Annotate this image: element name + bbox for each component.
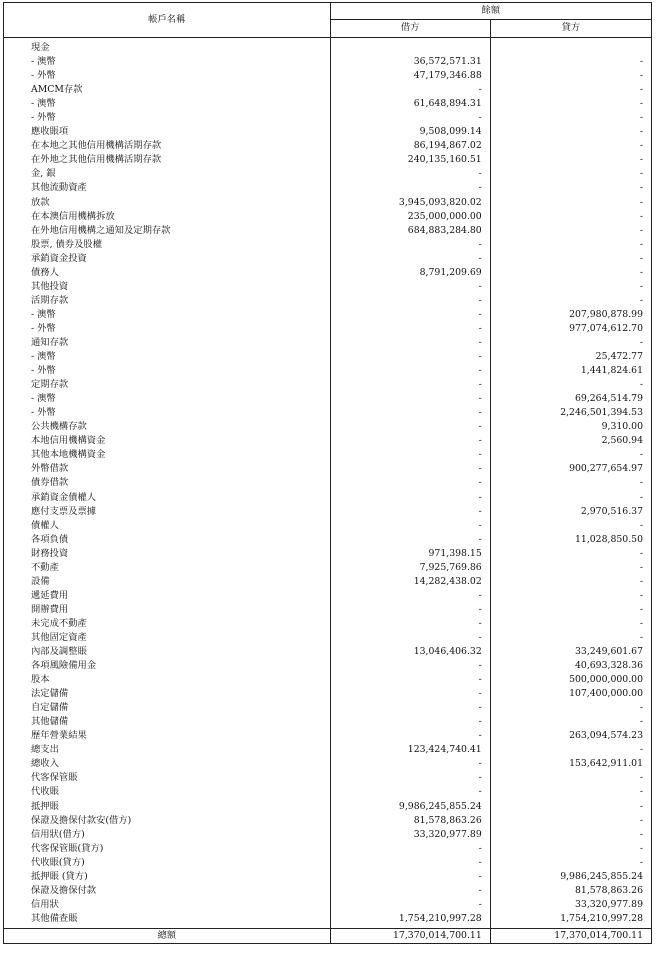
credit-value: - xyxy=(490,97,651,111)
account-name: 放款 xyxy=(4,196,331,210)
account-name: 財務投資 xyxy=(4,547,331,561)
debit-value: - xyxy=(330,83,490,97)
account-name: 信用狀(借方) xyxy=(4,828,331,842)
credit-value: - xyxy=(490,83,651,97)
ledger-row xyxy=(4,729,652,743)
debit-value: - xyxy=(330,659,490,673)
debit-value: 13,046,406.32 xyxy=(330,645,490,659)
ledger-row xyxy=(4,547,652,561)
ledger-row xyxy=(4,701,652,715)
debit-value: - xyxy=(330,884,490,898)
credit-value: - xyxy=(490,603,651,617)
ledger-row xyxy=(4,322,652,336)
credit-value: - xyxy=(490,589,651,603)
debit-value: - xyxy=(330,252,490,266)
ledger-row xyxy=(4,589,652,603)
credit-value: - xyxy=(490,266,651,280)
account-name: 其他備查賬 xyxy=(4,912,331,929)
credit-value: - xyxy=(490,715,651,729)
credit-value: 40,693,328.36 xyxy=(490,659,651,673)
ledger-row xyxy=(4,884,652,898)
debit-value: 1,754,210,997.28 xyxy=(330,912,490,929)
ledger-row xyxy=(4,406,652,420)
credit-value: - xyxy=(490,785,651,799)
account-name: 活期存款 xyxy=(4,294,331,308)
debit-value: 81,578,863.26 xyxy=(330,814,490,828)
account-name: 總支出 xyxy=(4,743,331,757)
credit-value: - xyxy=(490,631,651,645)
account-name: 其他流動資產 xyxy=(4,181,331,195)
account-name: 在本澳信用機構拆放 xyxy=(4,210,331,224)
debit-value: - xyxy=(330,434,490,448)
debit-value: - xyxy=(330,378,490,392)
ledger-row xyxy=(4,266,652,280)
ledger-row xyxy=(4,294,652,308)
account-name: 不動產 xyxy=(4,561,331,575)
ledger-row xyxy=(4,870,652,884)
ledger-row xyxy=(4,252,652,266)
debit-value: - xyxy=(330,167,490,181)
account-name: - 外幣 xyxy=(4,364,331,378)
debit-value: 9,508,099.14 xyxy=(330,125,490,139)
debit-value: 86,194,867.02 xyxy=(330,139,490,153)
account-name: 在本地之其他信用機構活期存款 xyxy=(4,139,331,153)
account-name: 外幣借款 xyxy=(4,462,331,476)
debit-value: - xyxy=(330,519,490,533)
ledger-row xyxy=(4,238,652,252)
ledger-row xyxy=(4,814,652,828)
credit-value: - xyxy=(490,196,651,210)
credit-value: 9,310.00 xyxy=(490,420,651,434)
ledger-row xyxy=(4,575,652,589)
account-name: 債權人 xyxy=(4,519,331,533)
credit-value: - xyxy=(490,111,651,125)
ledger-row xyxy=(4,743,652,757)
credit-value: 33,320,977.89 xyxy=(490,898,651,912)
ledger-row xyxy=(4,181,652,195)
account-name: 債券借款 xyxy=(4,476,331,490)
ledger-table xyxy=(3,2,652,944)
debit-value: - xyxy=(330,631,490,645)
credit-value: - xyxy=(490,814,651,828)
debit-value: - xyxy=(330,771,490,785)
debit-value: - xyxy=(330,505,490,519)
debit-value: - xyxy=(330,181,490,195)
ledger-row xyxy=(4,912,652,929)
account-name: - 澳幣 xyxy=(4,97,331,111)
debit-value: 14,282,438.02 xyxy=(330,575,490,589)
account-name: 保證及擔保付款安(借方) xyxy=(4,814,331,828)
credit-value: 11,028,850.50 xyxy=(490,533,651,547)
account-name: 代客保管賬 xyxy=(4,771,331,785)
credit-header: 貸方 xyxy=(490,19,651,37)
debit-value: - xyxy=(330,336,490,350)
ledger-row xyxy=(4,392,652,406)
account-name: 法定儲備 xyxy=(4,687,331,701)
credit-value: 977,074,612.70 xyxy=(490,322,651,336)
debit-value: - xyxy=(330,322,490,336)
debit-value: 123,424,740.41 xyxy=(330,743,490,757)
credit-value: 25,472.77 xyxy=(490,350,651,364)
debit-value: 36,572,571.31 xyxy=(330,55,490,69)
debit-value: 235,000,000.00 xyxy=(330,210,490,224)
account-name: 開辦費用 xyxy=(4,603,331,617)
credit-value: 2,970,516.37 xyxy=(490,505,651,519)
credit-value: - xyxy=(490,828,651,842)
credit-value: - xyxy=(490,167,651,181)
credit-value: - xyxy=(490,743,651,757)
credit-value: - xyxy=(490,139,651,153)
debit-value: - xyxy=(330,687,490,701)
credit-value: 33,249,601.67 xyxy=(490,645,651,659)
debit-value: - xyxy=(330,603,490,617)
credit-value: - xyxy=(490,561,651,575)
debit-value: - xyxy=(330,715,490,729)
account-name: 其他固定資產 xyxy=(4,631,331,645)
debit-value: 61,648,894.31 xyxy=(330,97,490,111)
account-name: 股本 xyxy=(4,673,331,687)
debit-value: 8,791,209.69 xyxy=(330,266,490,280)
credit-value: - xyxy=(490,448,651,462)
ledger-row xyxy=(4,645,652,659)
ledger-footer xyxy=(4,928,652,943)
debit-value: - xyxy=(330,350,490,364)
account-name: 應收賬項 xyxy=(4,125,331,139)
total-row xyxy=(4,928,652,943)
ledger-row xyxy=(4,224,652,238)
debit-value: 47,179,346.88 xyxy=(330,69,490,83)
account-name: 金, 銀 xyxy=(4,167,331,181)
account-name: 抵押賬 (貸方) xyxy=(4,870,331,884)
account-name-header: 帳戶名稱 xyxy=(4,3,331,38)
debit-value: - xyxy=(330,491,490,505)
credit-value: - xyxy=(490,210,651,224)
account-name: - 外幣 xyxy=(4,111,331,125)
ledger-row xyxy=(4,462,652,476)
debit-value: - xyxy=(330,701,490,715)
account-name: - 澳幣 xyxy=(4,308,331,322)
credit-value: 9,986,245,855.24 xyxy=(490,870,651,884)
debit-value: - xyxy=(330,856,490,870)
credit-value: 500,000,000.00 xyxy=(490,673,651,687)
credit-value: - xyxy=(490,800,651,814)
ledger-row xyxy=(4,842,652,856)
debit-value: - xyxy=(330,462,490,476)
account-name: 定期存款 xyxy=(4,378,331,392)
credit-value: - xyxy=(490,771,651,785)
credit-value: - xyxy=(490,181,651,195)
credit-value: - xyxy=(490,519,651,533)
ledger-row xyxy=(4,97,652,111)
account-name: - 外幣 xyxy=(4,322,331,336)
ledger-row xyxy=(4,448,652,462)
debit-value: - xyxy=(330,420,490,434)
debit-value: - xyxy=(330,617,490,631)
account-name: 自定儲備 xyxy=(4,701,331,715)
ledger-row xyxy=(4,757,652,771)
debit-value: - xyxy=(330,448,490,462)
credit-value: 1,754,210,997.28 xyxy=(490,912,651,929)
account-name: 在外地信用機構之通知及定期存款 xyxy=(4,224,331,238)
credit-value: - xyxy=(490,125,651,139)
ledger-row xyxy=(4,771,652,785)
ledger-row xyxy=(4,378,652,392)
credit-value xyxy=(490,38,651,56)
credit-value: - xyxy=(490,336,651,350)
debit-value: - xyxy=(330,294,490,308)
account-name: 公共機構存款 xyxy=(4,420,331,434)
debit-value: - xyxy=(330,364,490,378)
credit-value: 2,560.94 xyxy=(490,434,651,448)
debit-value: - xyxy=(330,406,490,420)
account-name: 應付支票及票據 xyxy=(4,505,331,519)
debit-value: - xyxy=(330,280,490,294)
credit-value: - xyxy=(490,617,651,631)
ledger-row xyxy=(4,631,652,645)
account-name: 各項負債 xyxy=(4,533,331,547)
account-name: 其他儲備 xyxy=(4,715,331,729)
account-name: 承銷資金債權人 xyxy=(4,491,331,505)
ledger-row xyxy=(4,898,652,912)
ledger-row xyxy=(4,364,652,378)
credit-value: - xyxy=(490,491,651,505)
credit-value: - xyxy=(490,224,651,238)
account-name: - 澳幣 xyxy=(4,392,331,406)
account-name: 現金 xyxy=(4,38,331,56)
account-name: - 澳幣 xyxy=(4,55,331,69)
credit-value: - xyxy=(490,69,651,83)
credit-value: 81,578,863.26 xyxy=(490,884,651,898)
ledger-row xyxy=(4,83,652,97)
account-name: 遞延費用 xyxy=(4,589,331,603)
credit-value: - xyxy=(490,856,651,870)
debit-value: - xyxy=(330,589,490,603)
ledger-row xyxy=(4,420,652,434)
ledger-row xyxy=(4,336,652,350)
credit-value: 107,400,000.00 xyxy=(490,687,651,701)
credit-value: - xyxy=(490,280,651,294)
account-name: AMCM存款 xyxy=(4,83,331,97)
account-name: 內部及調整賬 xyxy=(4,645,331,659)
credit-value: - xyxy=(490,378,651,392)
credit-value: - xyxy=(490,55,651,69)
ledger-row xyxy=(4,491,652,505)
ledger-row xyxy=(4,519,652,533)
debit-value: - xyxy=(330,308,490,322)
ledger-row xyxy=(4,687,652,701)
ledger-row xyxy=(4,125,652,139)
account-name: 本地信用機構資金 xyxy=(4,434,331,448)
account-name: 其他本地機構資金 xyxy=(4,448,331,462)
debit-value: - xyxy=(330,757,490,771)
balance-header: 餘額 xyxy=(330,3,651,20)
account-name: 保證及擔保付款 xyxy=(4,884,331,898)
credit-value: 153,642,911.01 xyxy=(490,757,651,771)
debit-value: 971,398.15 xyxy=(330,547,490,561)
account-name: 設備 xyxy=(4,575,331,589)
account-name: 通知存款 xyxy=(4,336,331,350)
ledger-row xyxy=(4,308,652,322)
debit-value: - xyxy=(330,785,490,799)
ledger-row xyxy=(4,505,652,519)
ledger-row xyxy=(4,167,652,181)
ledger-row xyxy=(4,856,652,870)
debit-value: - xyxy=(330,533,490,547)
ledger-row xyxy=(4,715,652,729)
ledger-row xyxy=(4,153,652,167)
account-name: 總收入 xyxy=(4,757,331,771)
ledger-row xyxy=(4,828,652,842)
credit-value: 207,980,878.99 xyxy=(490,308,651,322)
credit-value: - xyxy=(490,701,651,715)
ledger-row xyxy=(4,38,652,56)
ledger-row xyxy=(4,210,652,224)
credit-value: - xyxy=(490,476,651,490)
credit-value: 900,277,654.97 xyxy=(490,462,651,476)
credit-value: - xyxy=(490,252,651,266)
credit-value: 2,246,501,394.53 xyxy=(490,406,651,420)
debit-value: 3,945,093,820.02 xyxy=(330,196,490,210)
credit-value: - xyxy=(490,547,651,561)
account-name: 歷年營業結果 xyxy=(4,729,331,743)
ledger-row xyxy=(4,617,652,631)
account-name: 代客保管賬(貸方) xyxy=(4,842,331,856)
ledger-row xyxy=(4,673,652,687)
debit-value: 33,320,977.89 xyxy=(330,828,490,842)
debit-value: - xyxy=(330,392,490,406)
credit-value: - xyxy=(490,842,651,856)
debit-header: 借方 xyxy=(330,19,490,37)
credit-value: 1,441,824.61 xyxy=(490,364,651,378)
account-name: 股票, 債券及股權 xyxy=(4,238,331,252)
ledger-row xyxy=(4,196,652,210)
ledger-row xyxy=(4,800,652,814)
ledger-row xyxy=(4,603,652,617)
ledger-row xyxy=(4,111,652,125)
debit-value: - xyxy=(330,898,490,912)
ledger-row xyxy=(4,69,652,83)
debit-value: 9,986,245,855.24 xyxy=(330,800,490,814)
account-name: 其他投資 xyxy=(4,280,331,294)
account-name: 債務人 xyxy=(4,266,331,280)
debit-value: - xyxy=(330,870,490,884)
debit-value: - xyxy=(330,729,490,743)
debit-value: - xyxy=(330,476,490,490)
account-name: 信用狀 xyxy=(4,898,331,912)
debit-value xyxy=(330,38,490,56)
ledger-row xyxy=(4,476,652,490)
ledger-row xyxy=(4,139,652,153)
account-name: 代收賬 xyxy=(4,785,331,799)
account-name: 各項風險備用金 xyxy=(4,659,331,673)
ledger-header xyxy=(4,3,652,38)
debit-value: 684,883,284.80 xyxy=(330,224,490,238)
account-name: 抵押賬 xyxy=(4,800,331,814)
credit-value: 69,264,514.79 xyxy=(490,392,651,406)
total-label: 總額 xyxy=(4,928,331,943)
credit-value: - xyxy=(490,294,651,308)
ledger-row xyxy=(4,55,652,69)
account-name: - 外幣 xyxy=(4,406,331,420)
ledger-row xyxy=(4,280,652,294)
debit-value: 240,135,160.51 xyxy=(330,153,490,167)
credit-value: - xyxy=(490,575,651,589)
account-name: - 外幣 xyxy=(4,69,331,83)
ledger-row xyxy=(4,561,652,575)
account-name: 在外地之其他信用機構活期存款 xyxy=(4,153,331,167)
debit-value: - xyxy=(330,842,490,856)
debit-value: - xyxy=(330,238,490,252)
total-credit: 17,370,014,700.11 xyxy=(490,928,651,943)
credit-value: 263,094,574.23 xyxy=(490,729,651,743)
debit-value: 7,925,769.86 xyxy=(330,561,490,575)
ledger-body xyxy=(4,38,652,929)
ledger-row xyxy=(4,434,652,448)
trial-balance-sheet xyxy=(3,2,652,965)
ledger-row xyxy=(4,785,652,799)
total-debit: 17,370,014,700.11 xyxy=(330,928,490,943)
account-name: 未完成不動產 xyxy=(4,617,331,631)
account-name: 代收賬(貸方) xyxy=(4,856,331,870)
account-name: 承銷資金投資 xyxy=(4,252,331,266)
credit-value: - xyxy=(490,238,651,252)
ledger-row xyxy=(4,350,652,364)
credit-value: - xyxy=(490,153,651,167)
debit-value: - xyxy=(330,673,490,687)
ledger-row xyxy=(4,533,652,547)
debit-value: - xyxy=(330,111,490,125)
ledger-row xyxy=(4,659,652,673)
account-name: - 澳幣 xyxy=(4,350,331,364)
